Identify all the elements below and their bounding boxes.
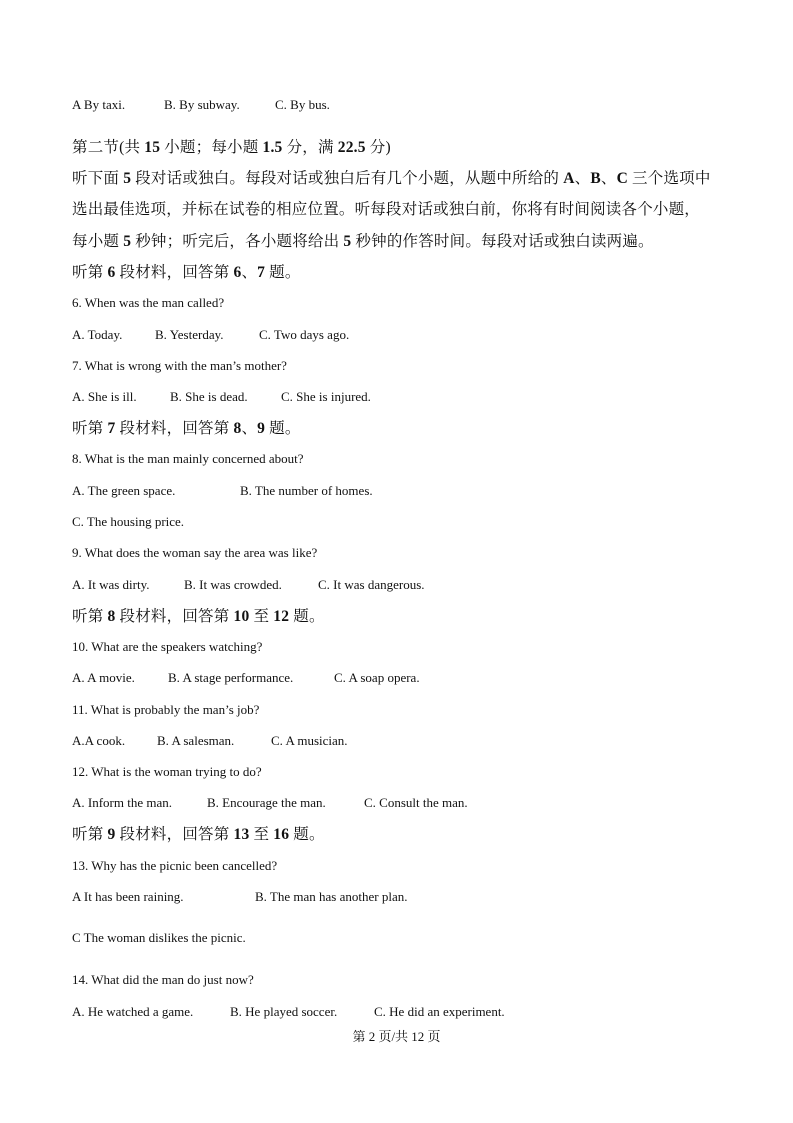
options-row bbox=[72, 483, 373, 499]
option: B. Yesterday. bbox=[155, 327, 224, 342]
question: 13. Why has the picnic been cancelled? bbox=[72, 858, 278, 873]
question: 14. What did the man do just now? bbox=[72, 972, 254, 987]
option: B. The number of homes. bbox=[240, 483, 373, 498]
option: B. A salesman. bbox=[157, 733, 235, 748]
instruction-line: 选出最佳选项，并标在试卷的相应位置。听每段对话或独白前，你将有时间阅读各个小题， bbox=[72, 201, 701, 218]
instruction-line: 听下面 5 段对话或独白。每段对话或独白后有几个小题，从题中所给的 A、B、C 三个选项中 bbox=[72, 170, 711, 187]
option: A. She is ill. bbox=[72, 389, 137, 404]
option: C. He did an experiment. bbox=[374, 1004, 505, 1019]
options-row bbox=[72, 670, 420, 686]
option: A. Today. bbox=[72, 327, 123, 342]
group-heading: 听第 9 段材料，回答第 13 至 16 题。 bbox=[72, 826, 325, 843]
options-row bbox=[72, 795, 468, 811]
option: A. A movie. bbox=[72, 670, 135, 685]
question: 6. When was the man called? bbox=[72, 295, 225, 310]
option: B. He played soccer. bbox=[230, 1004, 338, 1019]
group-heading: 听第 6 段材料，回答第 6、7 题。 bbox=[72, 264, 301, 281]
option: C The woman dislikes the picnic. bbox=[72, 930, 246, 945]
option: C. Consult the man. bbox=[364, 795, 468, 810]
options-row bbox=[72, 733, 348, 749]
group-heading: 听第 8 段材料，回答第 10 至 12 题。 bbox=[72, 608, 325, 625]
options-row bbox=[72, 577, 425, 593]
option: C. By bus. bbox=[275, 97, 330, 112]
question: 8. What is the man mainly concerned about? bbox=[72, 451, 304, 466]
question: 12. What is the woman trying to do? bbox=[72, 764, 262, 779]
options-row bbox=[72, 327, 350, 343]
page-footer: 第 2 页/共 12 页 bbox=[352, 1029, 441, 1044]
option: C. Two days ago. bbox=[259, 327, 350, 342]
q5-options bbox=[72, 97, 330, 113]
option: A. It was dirty. bbox=[72, 577, 150, 592]
question: 10. What are the speakers watching? bbox=[72, 639, 263, 654]
question: 11. What is probably the man’s job? bbox=[72, 702, 260, 717]
option: C. It was dangerous. bbox=[318, 577, 425, 592]
options-row bbox=[72, 889, 408, 905]
option: B. The man has another plan. bbox=[255, 889, 408, 904]
question: 7. What is wrong with the man’s mother? bbox=[72, 358, 287, 373]
option: A By taxi. bbox=[72, 97, 126, 112]
option: C. She is injured. bbox=[281, 389, 371, 404]
option: A.A cook. bbox=[72, 733, 126, 748]
options-row bbox=[72, 389, 371, 405]
option: B. By subway. bbox=[164, 97, 240, 112]
options-row bbox=[72, 1004, 505, 1020]
group-heading: 听第 7 段材料，回答第 8、9 题。 bbox=[72, 420, 301, 437]
question: 9. What does the woman say the area was like? bbox=[72, 545, 318, 560]
options-row bbox=[72, 514, 184, 530]
option: B. Encourage the man. bbox=[207, 795, 326, 810]
instruction-line: 每小题 5 秒钟；听完后，各小题将给出 5 秒钟的作答时间。每段对话或独白读两遍。 bbox=[72, 233, 654, 250]
option: B. It was crowded. bbox=[184, 577, 282, 592]
option: C. A soap opera. bbox=[334, 670, 420, 685]
options-row bbox=[72, 930, 246, 946]
option: B. A stage performance. bbox=[168, 670, 294, 685]
option: C. A musician. bbox=[271, 733, 348, 748]
section-title: 第二节(共 15 小题；每小题 1.5 分，满 22.5 分) bbox=[72, 139, 391, 156]
option: B. She is dead. bbox=[170, 389, 248, 404]
option: A It has been raining. bbox=[72, 889, 184, 904]
option: A. He watched a game. bbox=[72, 1004, 194, 1019]
option: A. Inform the man. bbox=[72, 795, 173, 810]
option: C. The housing price. bbox=[72, 514, 185, 529]
option: A. The green space. bbox=[72, 483, 176, 498]
